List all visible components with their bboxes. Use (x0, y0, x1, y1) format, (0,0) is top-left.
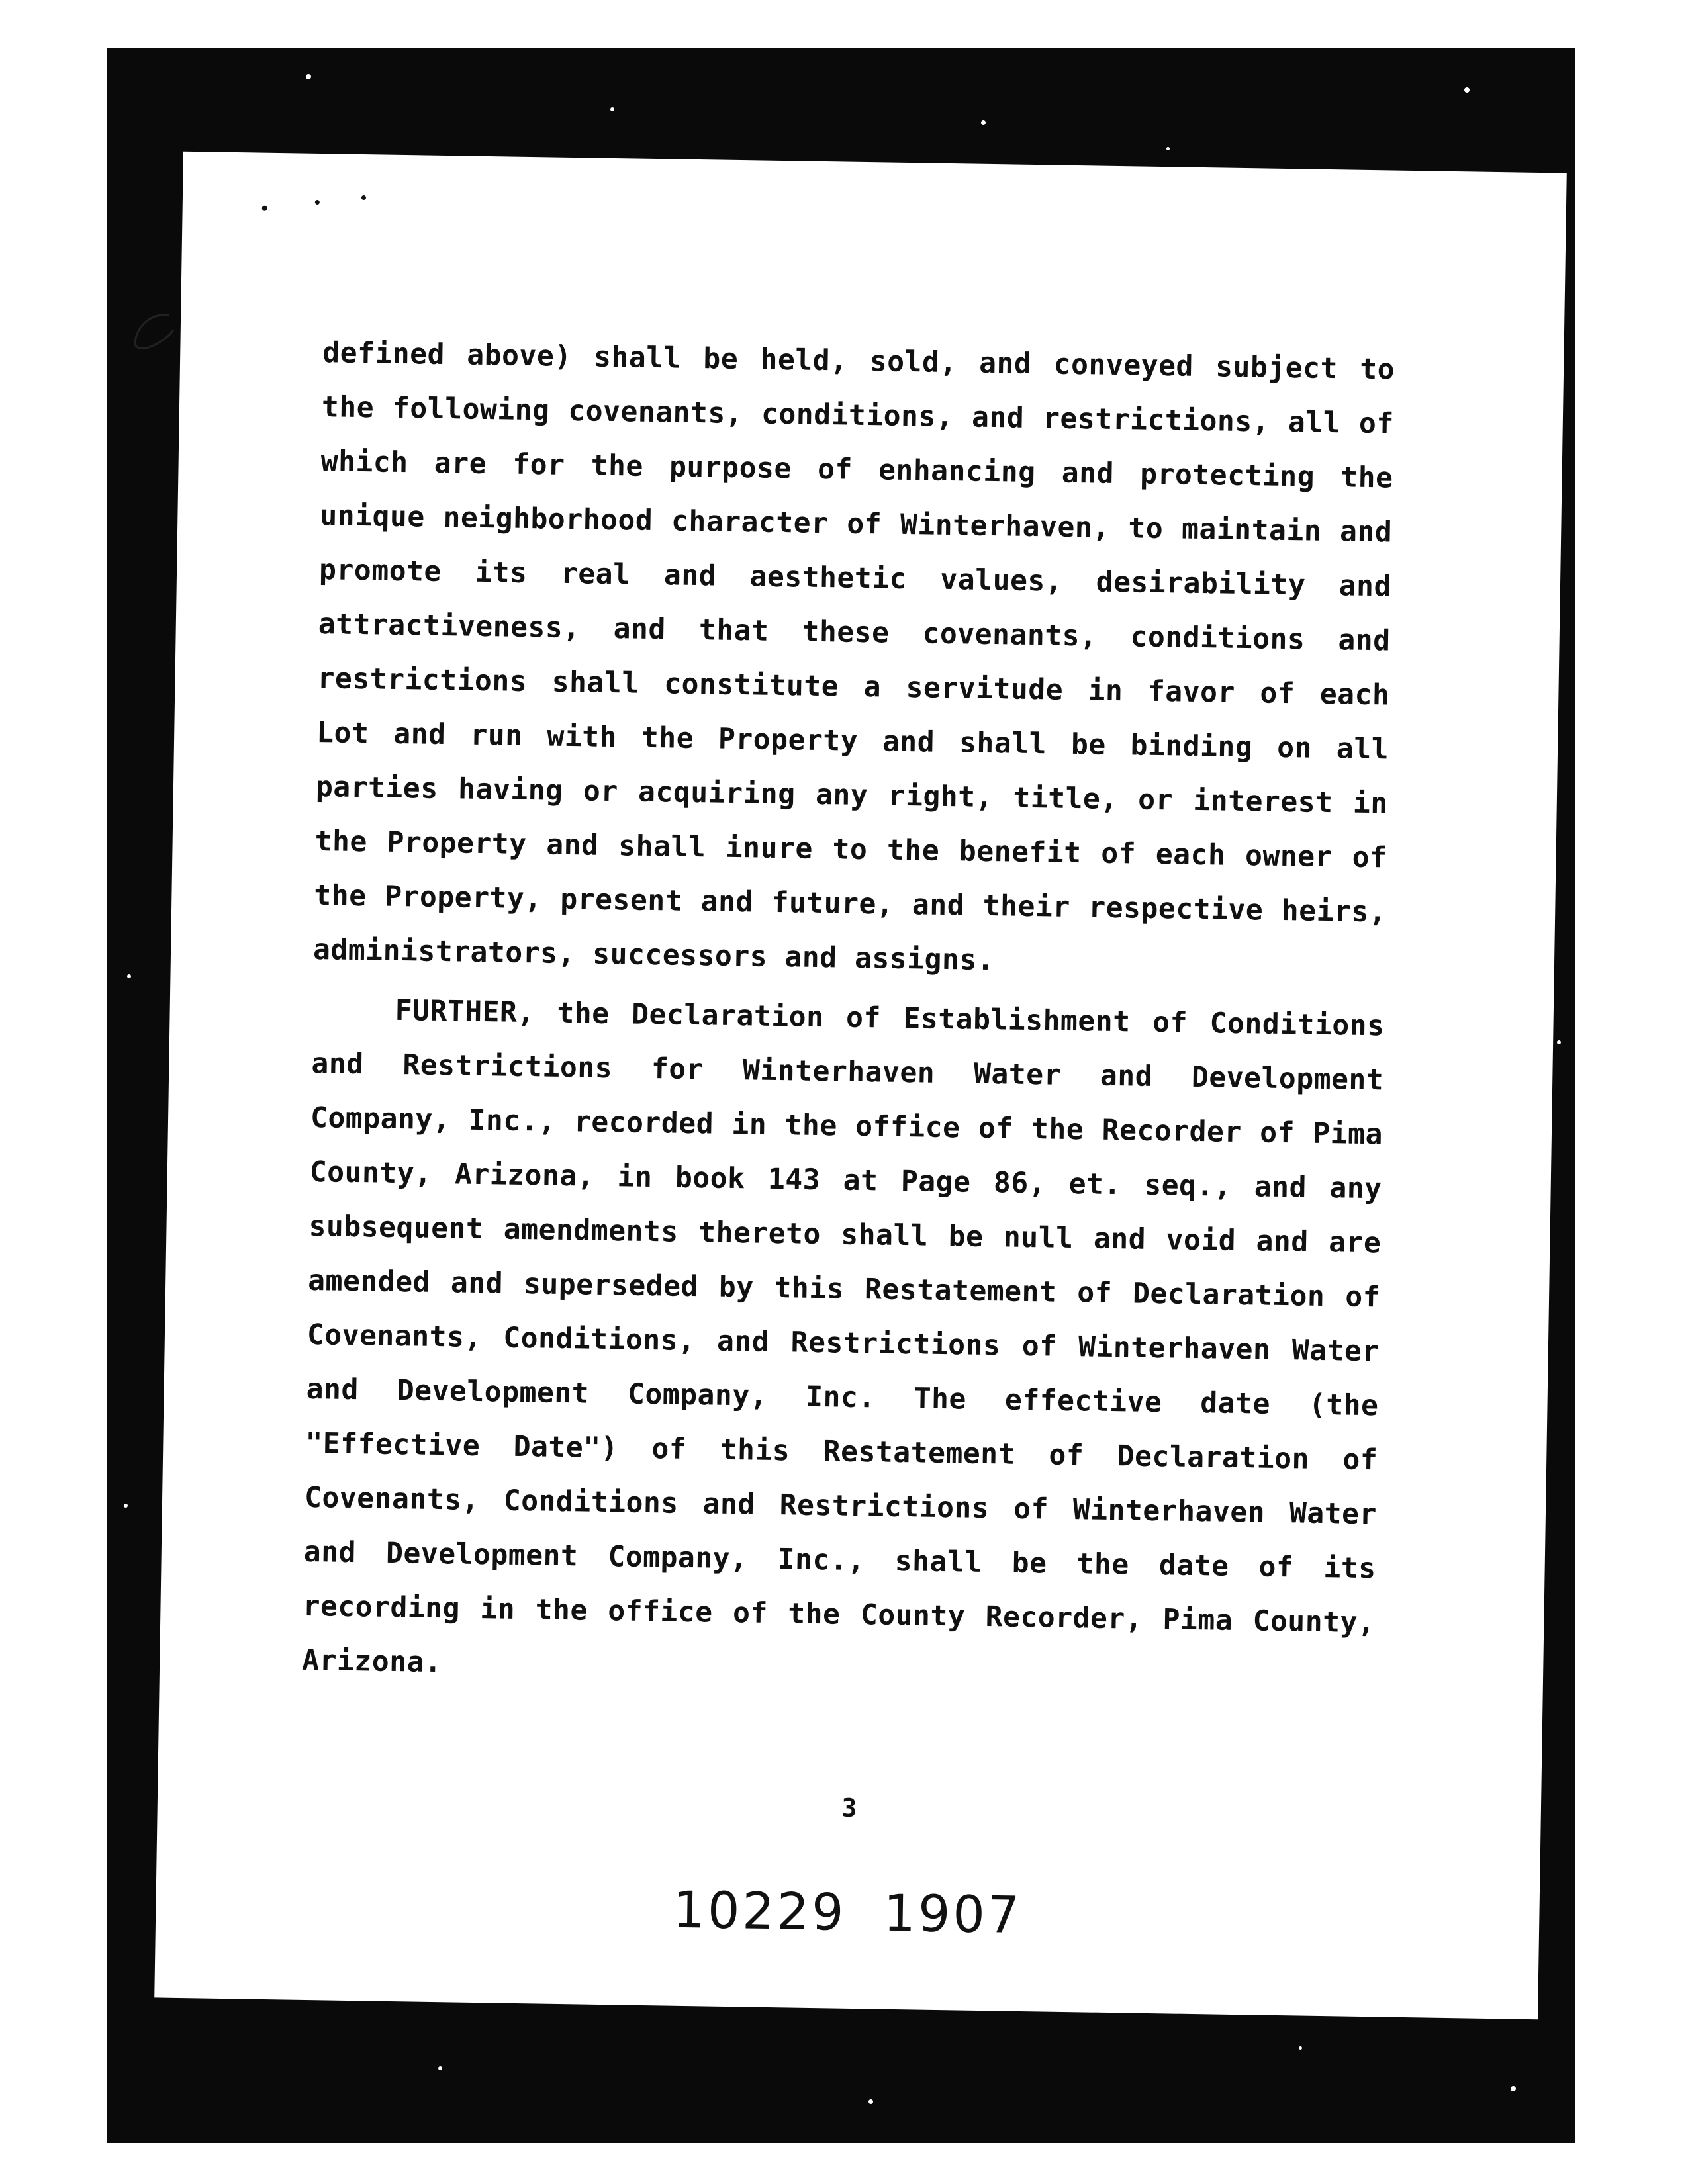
document-body (302, 326, 1395, 1704)
document-page (154, 152, 1567, 2019)
scan-speck (610, 107, 614, 111)
scan-speck (262, 206, 267, 211)
handwritten-margin-mark (130, 310, 176, 356)
scan-speck (361, 195, 366, 200)
scan-speck (1511, 2086, 1516, 2091)
scan-speck (124, 1504, 128, 1508)
record-number: 10229 1907 (672, 1880, 1023, 1944)
scan-speck (868, 2099, 873, 2104)
scan-speck (1557, 1040, 1561, 1044)
scan-speck (315, 200, 320, 205)
scan-speck (1464, 87, 1470, 93)
scan-speck (306, 74, 311, 79)
scan-speck (1166, 147, 1170, 150)
paragraph-2: FURTHER, the Declaration of Establishment of Conditions and Restrictions for Winterhaven Water and Development Company, Inc., recorded in the office of the Recorder of Pima County, Arizona, in book 143 at Page 86, et. seq., and any subsequent amendments thereto shall be null and void and are amended and superseded by this Restatement of Declaration of Covenants, Conditions, and Restrictions of Winterhaven Water and Development Company, Inc. The effective date (the "Effective Date") of this Restatement of Declaration of Covenants, Conditions and Restrictions of Winterhaven Water and Development Company, Inc., shall be the date of its recording in the office of the County Recorder, Pima County, Arizona. (301, 993, 1385, 1680)
paragraph-1: defined above) shall be held, sold, and conveyed subject to the following covenants, conditions, and restrictions, all of which are for the purpose of enhancing and protecting the unique neighborhood character of Winterhaven, to maintain and promote its real and aesthetic values, desirability and attractiveness, and that these covenants, conditions and restrictions shall constitute a servitude in favor of each Lot and run with the Property and shall be binding on all parties having or acquiring any right, title, or interest in the Property and shall inure to the benefit of each owner of the Property, present and future, and their respective heirs, administrators, successors and assigns. (312, 336, 1395, 978)
scan-speck (438, 2066, 442, 2070)
page-number: 3 (841, 1793, 857, 1823)
scan-speck (127, 974, 131, 978)
scan-speck (1299, 2046, 1302, 2050)
scan-speck (981, 120, 986, 125)
